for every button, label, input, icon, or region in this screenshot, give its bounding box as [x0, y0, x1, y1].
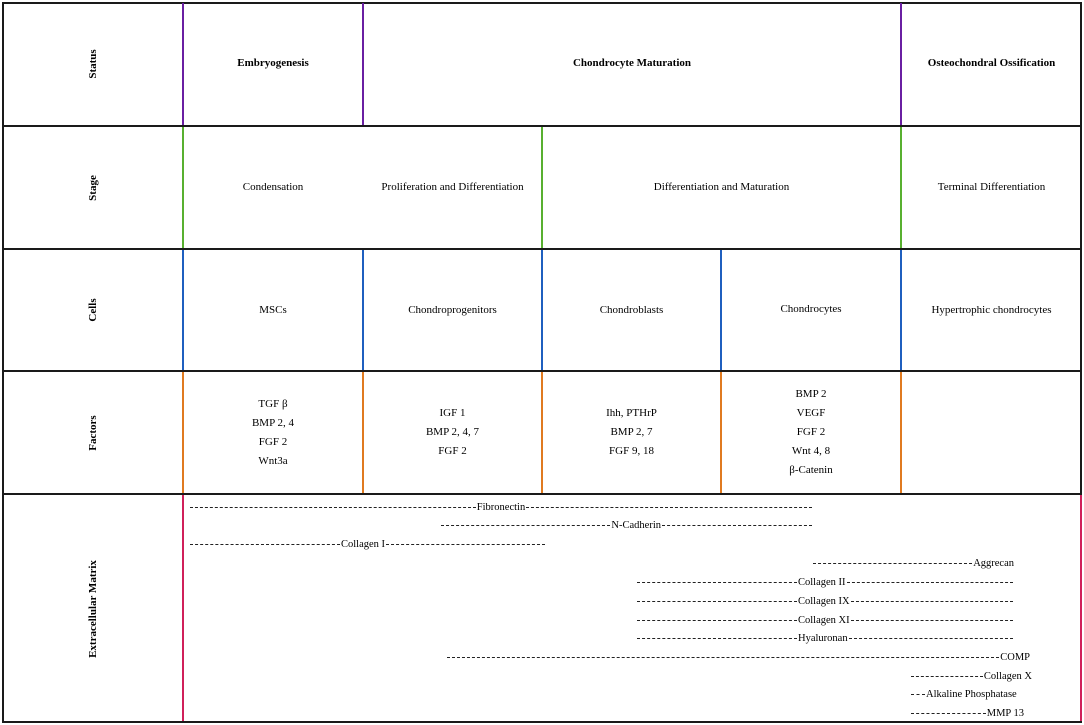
row-label-factors-text: Factors [86, 414, 99, 451]
divider-factors-5 [900, 372, 902, 493]
row-label-status-text: Status [86, 48, 99, 79]
dash-line [849, 638, 1013, 639]
dash-line [662, 525, 812, 526]
ecm-collagen2 [637, 576, 1013, 588]
cell-chondroprogenitors: Chondroprogenitors [408, 303, 497, 316]
factors-blast [542, 372, 721, 493]
dash-line [447, 657, 999, 658]
divider-factors-4 [720, 372, 722, 493]
stage-differentiation-maturation: Differentiation and Maturation [653, 181, 790, 193]
divider-ecm-right [1080, 495, 1082, 721]
cell-chondroblasts: Chondroblasts [599, 303, 664, 316]
factors-cyte [721, 372, 901, 493]
dash-line [637, 582, 797, 583]
divider-ecm-1 [182, 495, 184, 721]
divider-factors-3 [541, 372, 543, 493]
dash-line [637, 620, 797, 621]
row-label-stage-text: Stage [86, 174, 99, 201]
ecm-label: Collagen I [341, 538, 386, 550]
factor-item: VEGF [796, 407, 826, 419]
dash-line [190, 544, 340, 545]
dash-line [911, 713, 986, 714]
ecm-label: Collagen X [983, 670, 1032, 682]
row-label-status [2, 2, 183, 125]
ecm-comp [447, 651, 1031, 663]
factor-item: FGF 2 [438, 445, 467, 457]
ecm-label: Collagen II [798, 576, 846, 588]
dash-line [637, 638, 797, 639]
factor-item: IGF 1 [439, 407, 466, 419]
divider-factors-2 [362, 372, 364, 493]
dash-line [911, 676, 983, 677]
dash-line [847, 582, 1013, 583]
stage-proliferation: Proliferation and Differentiation [381, 181, 524, 193]
dash-line [851, 620, 1013, 621]
factors-msc [183, 372, 363, 493]
row-label-cells [2, 250, 183, 370]
factor-item: Ihh, PTHrP [606, 407, 657, 419]
ecm-aggrecan [813, 557, 1015, 569]
ecm-label: Collagen XI [798, 614, 850, 626]
factor-item: β-Catenin [789, 464, 833, 476]
row-label-ecm [2, 495, 183, 723]
status-ossification: Osteochondral Ossification [927, 57, 1056, 69]
ecm-label: MMP 13 [986, 707, 1024, 719]
dash-line [441, 525, 610, 526]
divider-cells-4 [720, 250, 722, 370]
stage-terminal: Terminal Differentiation [937, 181, 1046, 193]
ecm-mmp13 [911, 707, 1025, 719]
row-label-factors [2, 372, 183, 493]
grid-line-right-top [1080, 2, 1082, 493]
ecm-label: N-Cadherin [611, 519, 661, 531]
ecm-label: Alkaline Phosphatase [926, 688, 1017, 700]
factor-item: FGF 9, 18 [609, 445, 654, 457]
divider-stage-1 [182, 127, 184, 248]
factor-item: BMP 2, 4 [251, 416, 295, 429]
dash-line [526, 507, 812, 508]
divider-factors-1 [182, 372, 184, 493]
ecm-ncadherin [441, 519, 812, 531]
factor-item: TGF β [258, 397, 288, 410]
grid-line-bottom [2, 721, 1082, 723]
dash-line [190, 507, 476, 508]
status-embryogenesis: Embryogenesis [237, 57, 309, 69]
divider-status-2 [362, 3, 364, 125]
grid-line-top [2, 2, 1082, 4]
ecm-label: Fibronectin [476, 501, 526, 513]
grid-line-left [2, 2, 4, 723]
factors-progenitor [363, 372, 542, 493]
ecm-fibronectin [190, 501, 812, 513]
dash-line [386, 544, 545, 545]
dash-line [637, 601, 797, 602]
row-label-cells-text: Cells [86, 298, 99, 322]
stage-condensation: Condensation [242, 181, 304, 193]
status-maturation: Chondrocyte Maturation [572, 57, 692, 69]
divider-cells-2 [362, 250, 364, 370]
dash-line [851, 601, 1013, 602]
divider-stage-3 [900, 127, 902, 248]
divider-status-1 [182, 3, 184, 125]
divider-stage-2 [541, 127, 543, 248]
factor-item: FGF 2 [796, 426, 826, 438]
grid-line-factors-bottom [2, 493, 1082, 495]
divider-status-3 [900, 3, 902, 125]
ecm-collagen10 [911, 670, 1033, 682]
row-label-stage [2, 127, 183, 248]
ecm-alp [911, 688, 1048, 700]
ecm-label: COMP [1000, 651, 1030, 663]
cell-chondrocytes: Chondrocytes [780, 302, 842, 315]
ecm-collagen11 [637, 614, 1013, 626]
factor-item: BMP 2, 4, 7 [425, 426, 480, 438]
dash-line [813, 563, 972, 564]
factor-item: Wnt 4, 8 [791, 445, 831, 457]
divider-cells-1 [182, 250, 184, 370]
dash-line [911, 694, 925, 695]
factor-item: BMP 2, 7 [610, 426, 653, 438]
divider-cells-3 [541, 250, 543, 370]
ecm-collagen9 [637, 595, 1013, 607]
ecm-collagen1 [190, 538, 545, 550]
ecm-label: Hyaluronan [798, 632, 848, 644]
factor-item: Wnt3a [258, 454, 288, 467]
row-label-ecm-text: Extracellular Matrix [86, 560, 99, 658]
divider-cells-5 [900, 250, 902, 370]
ecm-label: Aggrecan [973, 557, 1014, 569]
cell-mscs: MSCs [259, 303, 287, 316]
cell-hypertrophic: Hypertrophic chondrocytes [931, 303, 1052, 316]
ecm-label: Collagen IX [798, 595, 850, 607]
factor-item: FGF 2 [258, 435, 288, 448]
ecm-hyaluronan [637, 632, 1013, 644]
factor-item: BMP 2 [795, 388, 827, 400]
